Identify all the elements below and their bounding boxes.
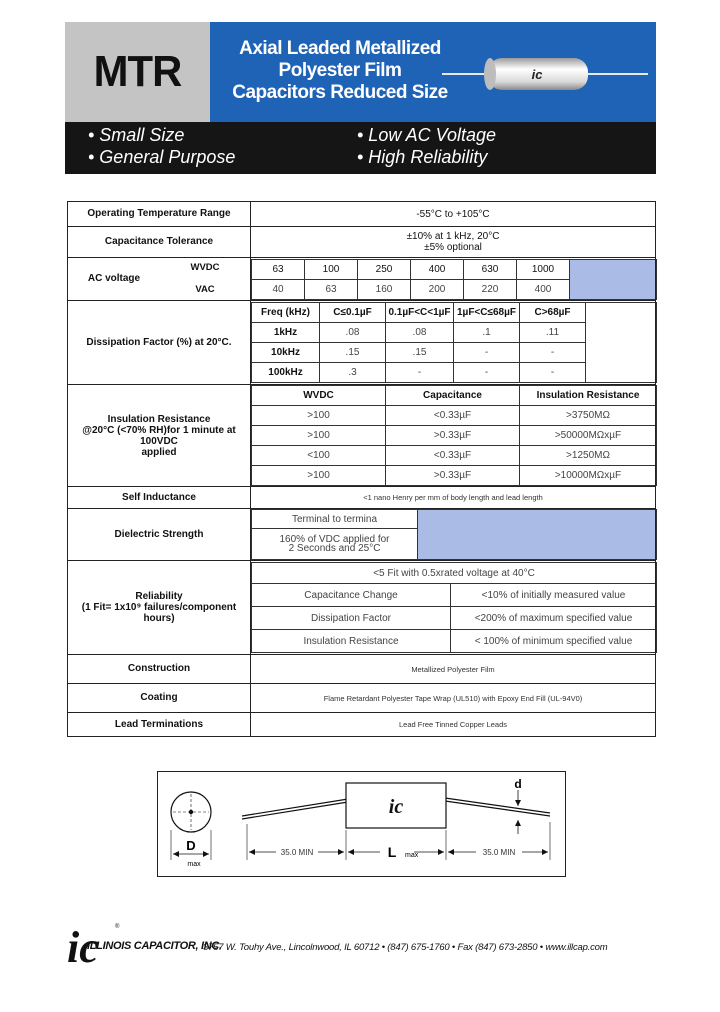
reliability-label-line: (1 Fit= 1x10⁹ failures/component hours) — [81, 602, 237, 624]
reliability-table — [251, 562, 657, 653]
df-header: C>68µF — [520, 303, 586, 323]
ir-cell: >50000MΩxµF — [520, 426, 657, 446]
lead-left — [242, 802, 348, 819]
ir-cell: <0.33µF — [386, 446, 520, 466]
wvdc-cell: 630 — [464, 259, 517, 279]
df-header: 0.1µF<C<1µF — [386, 303, 454, 323]
arrow-head — [173, 851, 179, 857]
spec-row — [68, 713, 656, 737]
D-sub: max — [187, 861, 201, 868]
logo-mark-text: ic — [67, 923, 99, 968]
df-cell: .08 — [386, 323, 454, 343]
vac-cell: 160 — [358, 279, 411, 299]
df-cell: .1 — [454, 323, 520, 343]
feature-item: • Low AC Voltage — [357, 125, 497, 145]
ir-cell: >100 — [252, 426, 386, 446]
df-header: C≤0.1µF — [320, 303, 386, 323]
reliability-cell: < 100% of minimum specified value — [451, 630, 657, 653]
title-line: Axial Leaded Metallized — [239, 38, 441, 59]
spec-row — [68, 227, 656, 258]
ir-cell: <100 — [252, 446, 386, 466]
insulation-table — [251, 385, 657, 486]
ir-header: Insulation Resistance — [520, 386, 657, 406]
arrow-head — [515, 820, 521, 826]
reliability-label-line: Reliability — [135, 591, 183, 602]
reliability-cell: <200% of maximum specified value — [451, 607, 657, 630]
df-cell: .08 — [320, 323, 386, 343]
spec-row — [68, 487, 656, 509]
title-line: Polyester Film — [278, 60, 402, 81]
df-freq: 1kHz — [252, 323, 320, 343]
spec-value: Flame Retardant Polyester Tape Wrap (UL510) with Epoxy End Fill (UL-94V0) — [251, 684, 656, 713]
d-label: d — [514, 777, 522, 791]
spec-label: Self Inductance — [68, 487, 251, 509]
dielectric-cell: Terminal to termina — [252, 510, 418, 529]
ir-cell: <0.33µF — [386, 406, 520, 426]
lead-right — [445, 798, 550, 813]
dimension-drawing — [158, 772, 565, 876]
df-cell: .3 — [320, 363, 386, 383]
reliability-cell: Dissipation Factor — [252, 607, 451, 630]
df-spacer — [586, 303, 657, 383]
ir-header: Capacitance — [386, 386, 520, 406]
ir-cell: >0.33µF — [386, 426, 520, 446]
capacitor-end — [484, 58, 496, 90]
title-line: Capacitors Reduced Size — [232, 82, 448, 103]
ir-cell: >100 — [252, 406, 386, 426]
lead-right — [445, 801, 550, 816]
spec-row — [68, 301, 656, 385]
vac-label: VAC — [195, 284, 215, 295]
body-logo: ic — [388, 796, 404, 818]
capacitor-logo: ic — [531, 67, 543, 82]
spec-row — [68, 258, 656, 301]
df-cell: .11 — [520, 323, 586, 343]
spec-row — [68, 509, 656, 561]
company-contact: 3757 W. Touhy Ave., Lincolnwood, IL 60712 • (847) 675-1760 • Fax (847) 673-2850 • www.illcap.com — [203, 942, 608, 953]
arrow-head — [203, 851, 209, 857]
lead-dot — [189, 810, 193, 814]
ac-voltage-table — [251, 259, 657, 300]
spec-value: -55°C to +105°C — [251, 202, 656, 227]
product-title — [210, 38, 470, 104]
dimension-diagram — [157, 771, 566, 877]
spec-label: Lead Terminations — [68, 713, 251, 737]
arrow-head — [348, 849, 354, 855]
spec-value: Metallized Polyester Film — [251, 655, 656, 684]
spec-label: Construction — [68, 655, 251, 684]
df-cell: - — [386, 363, 454, 383]
vac-cell: 400 — [517, 279, 570, 299]
feature-item: • Small Size — [88, 125, 185, 145]
L-label: L — [387, 844, 397, 860]
spec-label: Dissipation Factor (%) at 20°C. — [68, 301, 251, 385]
ir-label-line: @20°C (<70% RH)for 1 minute at 100VDC — [82, 424, 236, 447]
arrow-head — [515, 800, 521, 806]
vac-cell: 220 — [464, 279, 517, 299]
spec-value — [251, 561, 656, 655]
spec-label — [68, 258, 251, 301]
spec-label: Capacitance Tolerance — [68, 227, 251, 258]
reliability-cell: Capacitance Change — [252, 584, 451, 607]
spec-value: Lead Free Tinned Copper Leads — [251, 713, 656, 737]
dielectric-cell — [252, 529, 418, 560]
df-cell: - — [454, 343, 520, 363]
L-sub: max — [405, 852, 419, 859]
spec-label: Coating — [68, 684, 251, 713]
spec-value — [251, 385, 656, 487]
D-label: D — [186, 838, 196, 853]
wvdc-cell: 400 — [411, 259, 464, 279]
spec-row — [68, 684, 656, 713]
df-cell: - — [520, 343, 586, 363]
spec-value — [251, 258, 656, 301]
spec-value — [251, 301, 656, 385]
registered-icon: ® — [115, 924, 120, 930]
spec-value: <1 nano Henry per mm of body length and lead length — [251, 487, 656, 509]
ir-cell: >100 — [252, 466, 386, 486]
df-cell: - — [520, 363, 586, 383]
wvdc-cell: 250 — [358, 259, 411, 279]
spec-row — [68, 385, 656, 487]
df-cell: .15 — [386, 343, 454, 363]
min-right-label: 35.0 MIN — [482, 848, 516, 857]
dielectric-table — [251, 509, 657, 560]
spec-value — [251, 227, 656, 258]
spec-value — [251, 509, 656, 561]
footer — [65, 920, 665, 970]
wvdc-cell: 63 — [252, 259, 305, 279]
vac-cell: 63 — [305, 279, 358, 299]
wvdc-label: WVDC — [190, 262, 220, 273]
df-freq: 10kHz — [252, 343, 320, 363]
tolerance-line: ±5% optional — [424, 242, 482, 253]
ir-cell: >3750MΩ — [520, 406, 657, 426]
feature-item: • High Reliability — [357, 147, 488, 167]
dielectric-line: 2 Seconds and 25°C — [288, 543, 381, 554]
ir-header: WVDC — [252, 386, 386, 406]
arrow-head — [438, 849, 444, 855]
arrow-head — [338, 849, 344, 855]
vac-cell: 200 — [411, 279, 464, 299]
lead-left — [242, 799, 348, 816]
highlight-block — [570, 259, 657, 299]
highlight-block — [418, 510, 657, 560]
tolerance-line: ±10% at 1 kHz, 20°C — [406, 231, 500, 242]
spec-table — [67, 201, 656, 737]
df-header: Freq (kHz) — [252, 303, 320, 323]
ir-label-line: applied — [141, 446, 177, 458]
series-title: MTR — [93, 47, 182, 96]
ir-label-line: Insulation Resistance — [107, 413, 211, 425]
arrow-head — [448, 849, 454, 855]
spec-label: Dielectric Strength — [68, 509, 251, 561]
spec-label: Operating Temperature Range — [68, 202, 251, 227]
spec-label — [68, 385, 251, 487]
feature-item: • General Purpose — [88, 147, 236, 167]
ir-cell: >0.33µF — [386, 466, 520, 486]
df-freq: 100kHz — [252, 363, 320, 383]
dielectric-line: 160% of VDC applied for — [279, 534, 390, 545]
ac-voltage-label: AC voltage — [87, 273, 141, 284]
wvdc-cell: 1000 — [517, 259, 570, 279]
dissipation-table — [251, 302, 657, 383]
arrow-head — [249, 849, 255, 855]
arrow-head — [542, 849, 548, 855]
reliability-intro: <5 Fit with 0.5xrated voltage at 40°C — [252, 563, 657, 584]
spec-row — [68, 202, 656, 227]
company-name: ILLINOIS CAPACITOR, INC. — [87, 940, 222, 952]
wvdc-cell: 100 — [305, 259, 358, 279]
ir-cell: >1250MΩ — [520, 446, 657, 466]
spec-row — [68, 561, 656, 655]
reliability-cell: <10% of initially measured value — [451, 584, 657, 607]
reliability-cell: Insulation Resistance — [252, 630, 451, 653]
df-cell: - — [454, 363, 520, 383]
min-left-label: 35.0 MIN — [280, 848, 314, 857]
spec-label — [68, 561, 251, 655]
ir-cell: >10000MΩxµF — [520, 466, 657, 486]
vac-cell: 40 — [252, 279, 305, 299]
df-header: 1µF<C≤68µF — [454, 303, 520, 323]
capacitor-illustration — [440, 52, 650, 96]
spec-row — [68, 655, 656, 684]
df-cell: .15 — [320, 343, 386, 363]
